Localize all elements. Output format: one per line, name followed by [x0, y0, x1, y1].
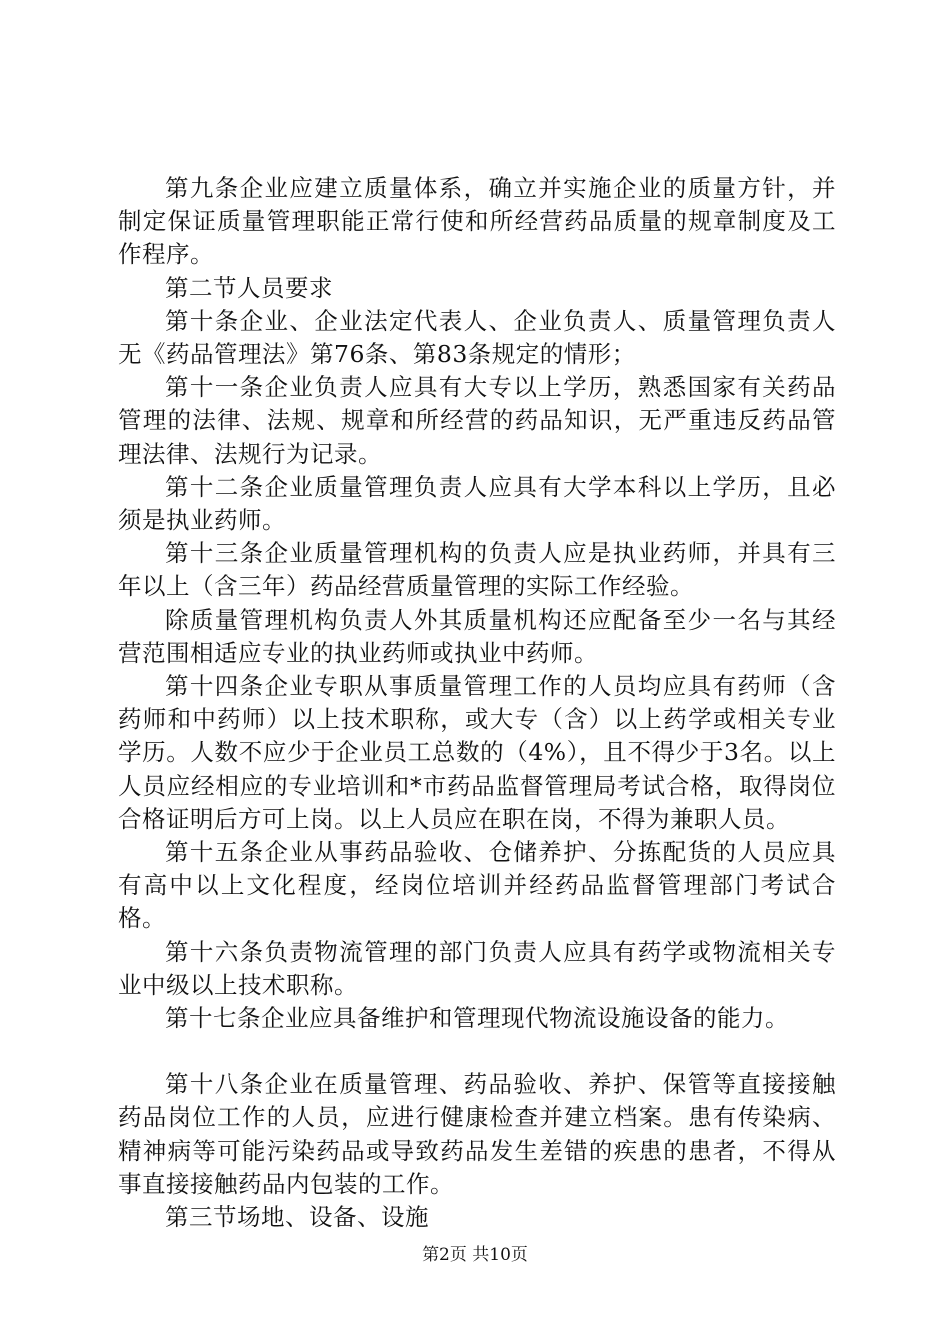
- paragraph-article-17: 第十七条企业应具备维护和管理现代物流设施设备的能力。: [165, 1004, 789, 1033]
- paragraph-article-16: 第十六条负责物流管理的部门负责人应具有药学或物流相关专业中级以上技术职称。: [118, 937, 836, 999]
- paragraph-article-18: 第十八条企业在质量管理、药品验收、养护、保管等直接接触药品岗位工作的人员，应进行健康检查并建立档案。患有传染病、精神病等可能污染药品或导致药品发生差错的疾患的患者，不得从事直接接触药品内包装的工作。: [118, 1070, 836, 1198]
- paragraph-article-11: 第十一条企业负责人应具有大专以上学历，熟悉国家有关药品管理的法律、法规、规章和所经营的药品知识，无严重违反药品管理法律、法规行为记录。: [118, 373, 836, 468]
- paragraph-article-12: 第十二条企业质量管理负责人应具有大学本科以上学历，且必须是执业药师。: [118, 472, 836, 535]
- document-body: [118, 172, 836, 1234]
- paragraph-article-9: 第九条企业应建立质量体系，确立并实施企业的质量方针，并制定保证质量管理职能正常行使和所经营药品质量的规章制度及工作程序。: [118, 174, 836, 269]
- paragraph-article-10: 第十条企业、企业法定代表人、企业负责人、质量管理负责人无《药品管理法》第76条、第83条规定的情形；: [118, 306, 836, 369]
- page-number-footer: 第2页 共10页: [422, 1245, 528, 1265]
- section-heading-personnel: 第二节人员要求: [165, 273, 333, 302]
- paragraph-article-13-supplement: 除质量管理机构负责人外其质量机构还应配备至少一名与其经营范围相适应专业的执业药师或执业中药师。: [118, 605, 836, 667]
- paragraph-article-15: 第十五条企业从事药品验收、仓储养护、分拣配货的人员应具有高中以上文化程度，经岗位培训并经药品监督管理部门考试合格。: [118, 838, 836, 933]
- paragraph-article-13: 第十三条企业质量管理机构的负责人应是执业药师，并具有三年以上（含三年）药品经营质量管理的实际工作经验。: [118, 539, 836, 601]
- paragraph-article-14: 第十四条企业专职从事质量管理工作的人员均应具有药师（含药师和中药师）以上技术职称，或大专（含）以上药学或相关专业学历。人数不应少于企业员工总数的（4%），且不得少于3名。以上人员应经相应的专业培训和*市药品监督管理局考试合格，取得岗位合格证明后方可上岗。以上人员应在职在岗，不得为兼职人员。: [118, 672, 836, 833]
- paragraph-spacer: [118, 1035, 836, 1068]
- section-heading-facilities: 第三节场地、设备、设施: [165, 1203, 429, 1232]
